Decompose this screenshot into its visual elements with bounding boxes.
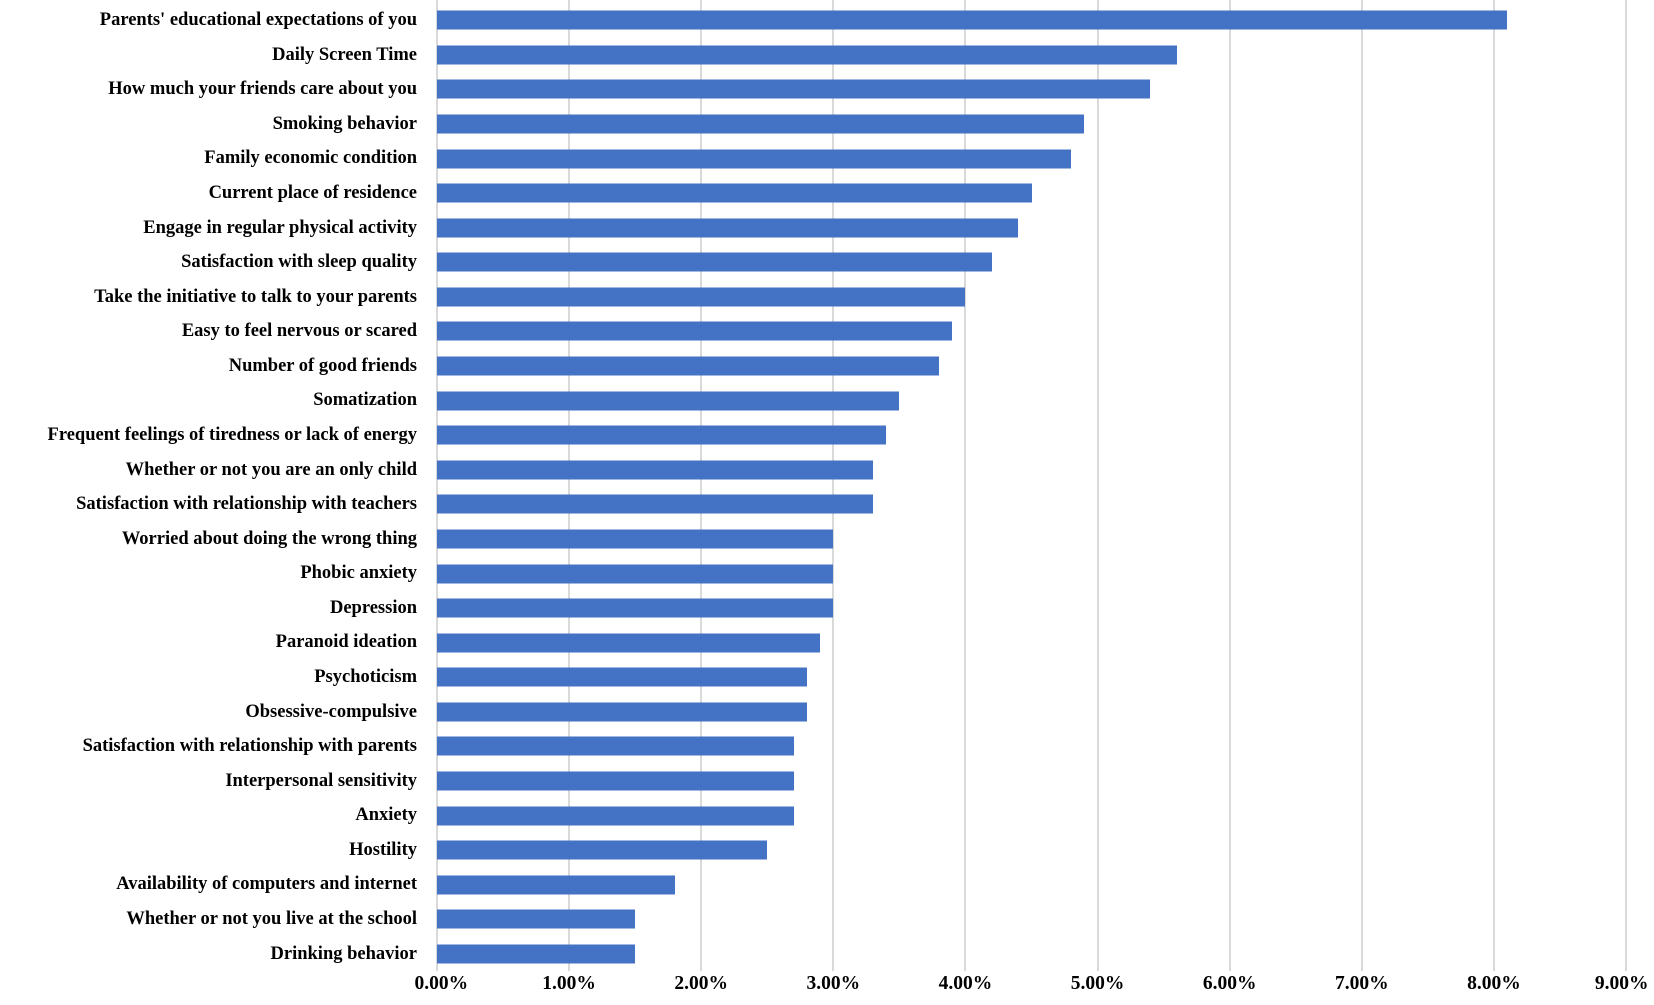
- bar-row: [0, 867, 1626, 902]
- bar: [437, 599, 833, 618]
- bar-row: [0, 314, 1626, 349]
- bar-track: [437, 522, 1626, 557]
- bar: [437, 875, 675, 894]
- bar: [437, 495, 873, 514]
- bar-track: [437, 210, 1626, 245]
- bar-track: [437, 418, 1626, 453]
- category-label: Phobic anxiety: [300, 563, 417, 584]
- bar-row: [0, 625, 1626, 660]
- bar-row: [0, 141, 1626, 176]
- bar-track: [437, 591, 1626, 626]
- bar: [437, 633, 820, 652]
- bar-row: [0, 798, 1626, 833]
- bar: [437, 391, 899, 410]
- bar-row: [0, 487, 1626, 522]
- bar-track: [437, 487, 1626, 522]
- category-label: Family economic condition: [204, 148, 417, 169]
- bar-row: [0, 937, 1626, 972]
- bar-track: [437, 349, 1626, 384]
- category-label: Number of good friends: [228, 355, 417, 376]
- bar-track: [437, 556, 1626, 591]
- category-label: Frequent feelings of tiredness or lack of energy: [47, 424, 417, 445]
- bar-row: [0, 522, 1626, 557]
- x-axis-tick-label: 4.00%: [938, 973, 993, 994]
- bar-row: [0, 72, 1626, 107]
- bar-row: [0, 107, 1626, 142]
- bar: [437, 668, 807, 687]
- x-axis-tick-label: 6.00%: [1202, 973, 1257, 994]
- bar-row: [0, 3, 1626, 38]
- bar: [437, 149, 1071, 168]
- bar: [437, 944, 635, 963]
- x-axis-tick-label: 0.00%: [414, 973, 469, 994]
- bar: [437, 702, 807, 721]
- bar-row: [0, 556, 1626, 591]
- category-label: Worried about doing the wrong thing: [121, 528, 417, 549]
- bar-row: [0, 902, 1626, 937]
- bar-row: [0, 660, 1626, 695]
- bar: [437, 11, 1507, 30]
- bar-row: [0, 453, 1626, 488]
- bar: [437, 737, 794, 756]
- bar: [437, 460, 873, 479]
- x-axis-tick-label: 9.00%: [1594, 973, 1649, 994]
- category-label: Obsessive-compulsive: [245, 701, 417, 722]
- category-label: Depression: [329, 597, 417, 618]
- bar: [437, 426, 886, 445]
- bar-track: [437, 902, 1626, 937]
- bar: [437, 45, 1177, 64]
- bar-track: [437, 798, 1626, 833]
- x-axis-tick-label: 3.00%: [806, 973, 861, 994]
- category-label: Whether or not you are an only child: [125, 459, 417, 480]
- bar-track: [437, 833, 1626, 868]
- bar-track: [437, 660, 1626, 695]
- bar-row: [0, 176, 1626, 211]
- category-label: Satisfaction with relationship with parents: [82, 736, 417, 757]
- bar-track: [437, 141, 1626, 176]
- x-axis-tick-label: 1.00%: [542, 973, 596, 994]
- category-label: Drinking behavior: [270, 943, 417, 964]
- category-label: Whether or not you live at the school: [126, 909, 417, 930]
- bar-row: [0, 833, 1626, 868]
- category-label: Take the initiative to talk to your parents: [94, 286, 417, 307]
- x-axis-tick-label: 2.00%: [674, 973, 729, 994]
- category-label: Parents' educational expectations of you: [99, 10, 417, 31]
- category-label: Daily Screen Time: [272, 44, 417, 65]
- bar-track: [437, 764, 1626, 799]
- bar-track: [437, 38, 1626, 73]
- category-label: Anxiety: [355, 805, 417, 826]
- bar: [437, 841, 767, 860]
- bar: [437, 357, 939, 376]
- category-label: Satisfaction with sleep quality: [181, 252, 417, 273]
- bar-track: [437, 176, 1626, 211]
- bar: [437, 115, 1084, 134]
- category-label: Psychoticism: [314, 667, 417, 688]
- bar: [437, 253, 992, 272]
- category-label: Hostility: [349, 839, 417, 860]
- category-label: Easy to feel nervous or scared: [181, 321, 417, 342]
- bar: [437, 322, 952, 341]
- bar-row: [0, 418, 1626, 453]
- bar-track: [437, 383, 1626, 418]
- x-axis-tick-label: 5.00%: [1070, 973, 1125, 994]
- bar-row: [0, 591, 1626, 626]
- bar: [437, 564, 833, 583]
- bar-track: [437, 937, 1626, 972]
- bar: [437, 80, 1150, 99]
- bar: [437, 287, 965, 306]
- chart-rows: [0, 3, 1626, 971]
- bar-track: [437, 867, 1626, 902]
- x-axis: [414, 973, 1649, 1003]
- bar-track: [437, 453, 1626, 488]
- bar-track: [437, 695, 1626, 730]
- bar: [437, 806, 794, 825]
- bar-track: [437, 625, 1626, 660]
- bar-row: [0, 245, 1626, 280]
- bar: [437, 772, 794, 791]
- bar: [437, 529, 833, 548]
- x-axis-tick-label: 8.00%: [1467, 973, 1521, 994]
- bar-track: [437, 107, 1626, 142]
- bar: [437, 910, 635, 929]
- category-label: Paranoid ideation: [275, 632, 417, 653]
- category-label: Somatization: [313, 390, 417, 411]
- bar: [437, 184, 1032, 203]
- bar-row: [0, 764, 1626, 799]
- bar-track: [437, 72, 1626, 107]
- category-label: How much your friends care about you: [108, 79, 417, 100]
- bar-row: [0, 383, 1626, 418]
- category-label: Availability of computers and internet: [116, 874, 417, 895]
- bar-row: [0, 695, 1626, 730]
- category-label: Current place of residence: [208, 182, 417, 203]
- bar-track: [437, 3, 1626, 38]
- bar-row: [0, 280, 1626, 315]
- category-label: Engage in regular physical activity: [143, 217, 417, 238]
- category-label: Interpersonal sensitivity: [225, 770, 417, 791]
- x-axis-tick-label: 7.00%: [1334, 973, 1389, 994]
- bar-row: [0, 210, 1626, 245]
- bar-track: [437, 729, 1626, 764]
- category-label: Smoking behavior: [272, 113, 417, 134]
- category-label: Satisfaction with relationship with teachers: [76, 494, 417, 515]
- bar-track: [437, 245, 1626, 280]
- bar-row: [0, 349, 1626, 384]
- bar-track: [437, 314, 1626, 349]
- bar: [437, 218, 1018, 237]
- bar-row: [0, 38, 1626, 73]
- bar-row: [0, 729, 1626, 764]
- bar-track: [437, 280, 1626, 315]
